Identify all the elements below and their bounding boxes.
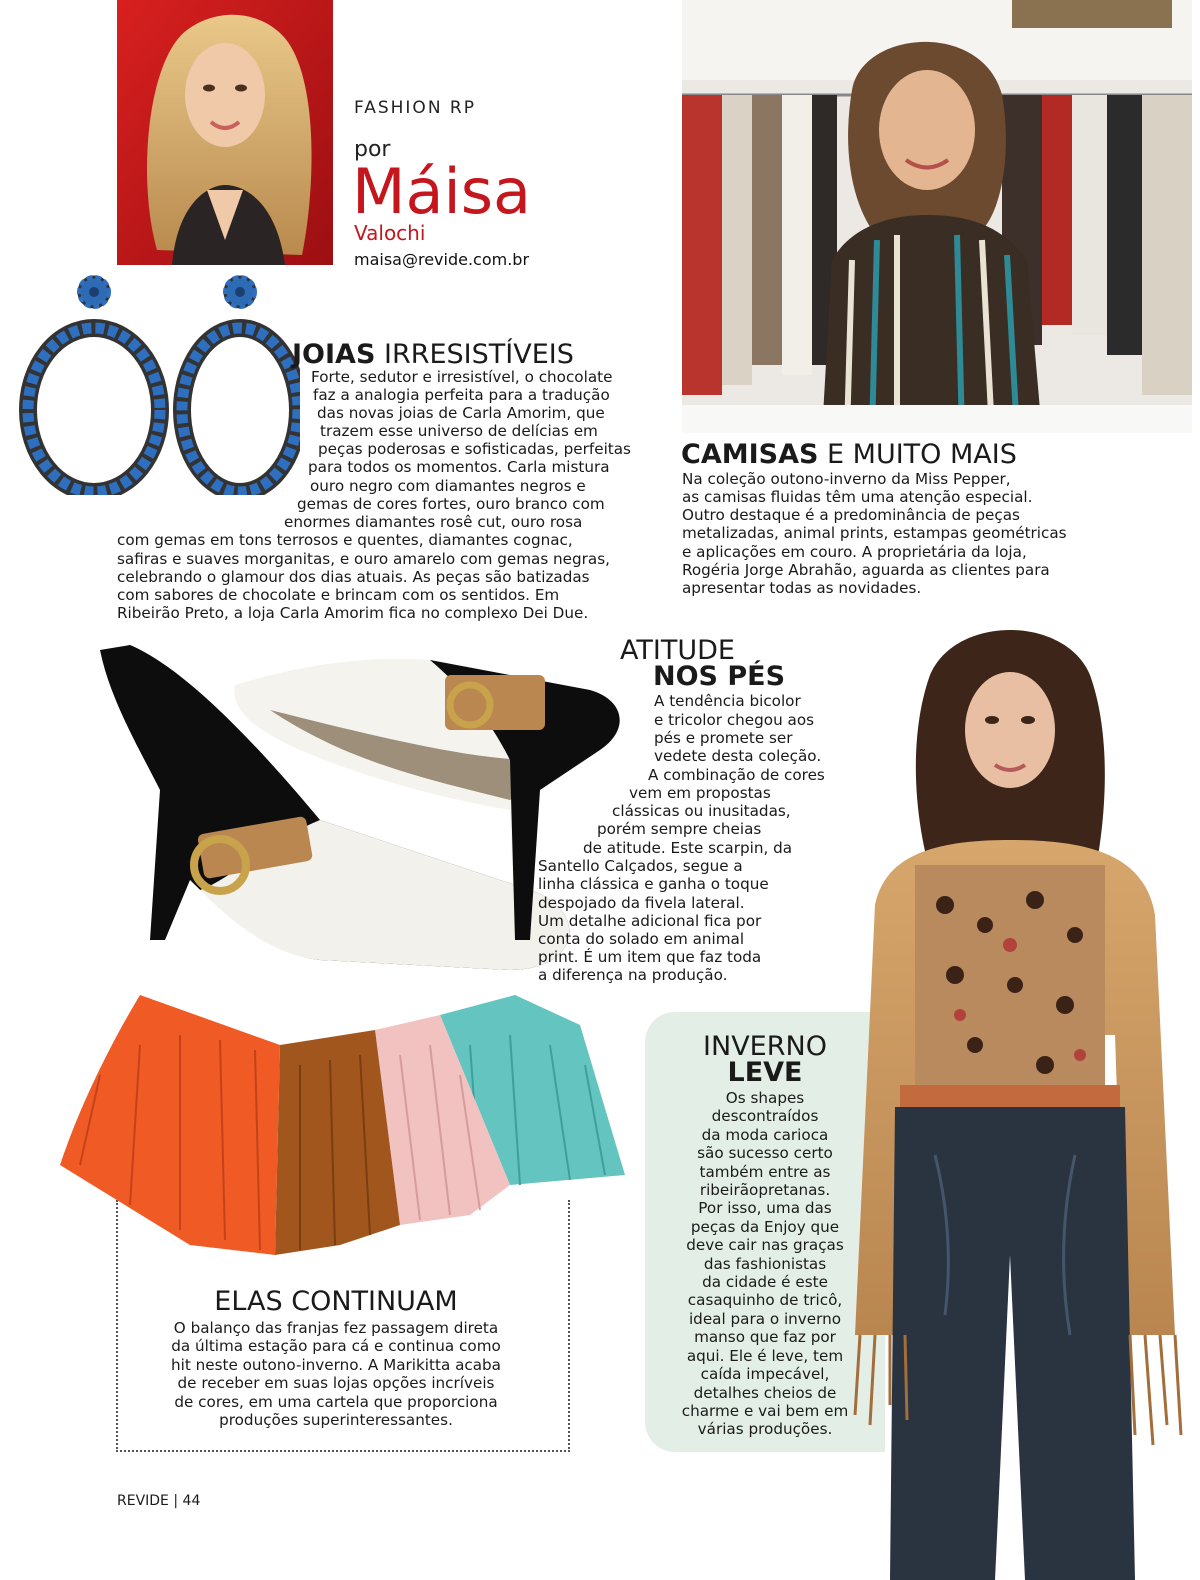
model-photo (835, 615, 1200, 1580)
page-folio (117, 1493, 200, 1509)
joias-line: para todos os momentos. Carla mistura (308, 458, 610, 476)
author-last-name: Valochi (354, 221, 426, 245)
author-email[interactable]: maisa@revide.com.br (354, 250, 530, 269)
camisas-line: e aplicações em couro. A proprietária da loja, (682, 543, 1027, 561)
inverno-line: Os shapes (725, 1089, 805, 1107)
joias-line: com sabores de chocolate e brincam com os sentidos. Em (117, 586, 560, 604)
inverno-line: ribeirãopretanas. (699, 1181, 831, 1200)
joias-line: faz a analogia perfeita para a tradução (313, 386, 610, 404)
atitude-line: a diferença na produção. (538, 966, 728, 984)
joias-line: enormes diamantes rosê cut, ouro rosa (284, 513, 583, 531)
elas-line: da última estação para cá e continua como (171, 1337, 501, 1356)
inverno-line: peças da Enjoy que (690, 1217, 840, 1236)
elas-line: produções superinteressantes. (219, 1411, 453, 1430)
atitude-line: Um detalhe adicional fica por (538, 912, 762, 930)
inverno-line: aqui. Ele é leve, tem (686, 1346, 844, 1365)
inverno-line: são sucesso certo (697, 1144, 833, 1163)
inverno-body (645, 1089, 885, 1439)
inverno-heading-light: INVERNO (703, 1031, 827, 1062)
atitude-line: print. É um item que faz toda (538, 948, 762, 966)
byline-por: por (354, 137, 391, 162)
camisas-line: as camisas fluidas têm uma atenção especial. (682, 488, 1033, 506)
joias-line: trazem esse universo de delícias em (320, 422, 598, 440)
atitude-line: e tricolor chegou aos (654, 711, 815, 729)
folio-page-number: 44 (182, 1493, 201, 1509)
inverno-line: várias produções. (697, 1420, 833, 1439)
inverno-line: caída impecável, (700, 1365, 830, 1384)
joias-line: Ribeirão Preto, a loja Carla Amorim fica no complexo Dei Due. (117, 604, 589, 622)
inverno-heading-bold: LEVE (727, 1057, 803, 1088)
atitude-line: pés e promete ser (654, 729, 793, 747)
elas-section (116, 1288, 556, 1429)
elas-line: hit neste outono-inverno. A Marikitta acaba (170, 1355, 501, 1374)
camisas-line: apresentar todas as novidades. (682, 579, 922, 597)
atitude-line: de atitude. Este scarpin, da (583, 839, 793, 857)
store-owner-photo (682, 0, 1192, 433)
inverno-line: casaquinho de tricô, (687, 1291, 843, 1310)
atitude-line: linha clássica e ganha o toque (538, 875, 769, 893)
joias-line: com gemas em tons terrosos e quentes, diamantes cognac, (117, 531, 573, 549)
joias-heading (292, 341, 574, 368)
joias-heading-light: IRRESISTÍVEIS (383, 339, 574, 370)
elas-heading: ELAS CONTINUAM (214, 1286, 458, 1317)
inverno-line: manso que faz por (694, 1328, 836, 1347)
atitude-heading-light: ATITUDE (620, 635, 735, 666)
joias-heading-bold: JOIAS (292, 339, 376, 370)
inverno-line: charme e vai bem em (681, 1401, 849, 1420)
inverno-line: Por isso, uma das (698, 1199, 832, 1218)
atitude-line: Santello Calçados, segue a (538, 857, 743, 875)
camisas-heading (681, 441, 1017, 468)
elas-line: O balanço das franjas fez passagem direta (173, 1319, 499, 1337)
author-portrait (117, 0, 333, 265)
camisas-heading-bold: CAMISAS (681, 439, 819, 470)
inverno-line: deve cair nas graças (686, 1236, 844, 1255)
atitude-line: clássicas ou inusitadas, (612, 802, 791, 820)
atitude-heading-bold: NOS PÉS (653, 661, 786, 692)
atitude-line: vedete desta coleção. (654, 747, 822, 765)
joias-line: Forte, sedutor e irresistível, o chocolate (311, 368, 613, 386)
folio-magazine: REVIDE (117, 1493, 169, 1509)
atitude-line: porém sempre cheias (597, 820, 762, 838)
atitude-line: vem em propostas (629, 784, 771, 802)
inverno-line: ideal para o inverno (688, 1309, 842, 1328)
camisas-line: metalizadas, animal prints, estampas geométricas (682, 524, 1067, 542)
inverno-line: descontraídos (711, 1107, 819, 1126)
atitude-line: despojado da fivela lateral. (538, 894, 745, 912)
camisas-heading-light: E MUITO MAIS (827, 439, 1017, 470)
atitude-line: conta do solado em animal (538, 930, 745, 948)
inverno-line: detalhes cheios de (693, 1383, 837, 1402)
joias-line: safiras e suaves morganitas, e ouro amarelo com gemas negras, (117, 550, 610, 568)
joias-line: ouro negro com diamantes negros e (310, 477, 586, 495)
joias-line: peças poderosas e sofisticadas, perfeitas (318, 440, 631, 458)
joias-line: gemas de cores fortes, ouro branco com (297, 495, 605, 513)
joias-line: celebrando o glamour dos dias atuais. As peças são batizadas (117, 568, 590, 586)
camisas-line: Na coleção outono-inverno da Miss Pepper, (682, 470, 1011, 488)
camisas-line: Rogéria Jorge Abrahão, aguarda as clientes para (682, 561, 1050, 579)
atitude-line: A combinação de cores (648, 766, 825, 784)
inverno-line: da moda carioca (701, 1125, 829, 1144)
fringe-skirts-photo (40, 985, 635, 1270)
elas-line: de receber em suas lojas opções incríveis (177, 1374, 495, 1393)
folio-separator: | (173, 1493, 179, 1509)
inverno-line: das fashionistas (703, 1254, 827, 1273)
inverno-line: também entre as (699, 1162, 831, 1181)
earrings-photo (10, 270, 300, 495)
column-label: FASHION RP (354, 98, 476, 118)
author-first-name: Máisa (352, 155, 532, 228)
atitude-line: A tendência bicolor (654, 692, 801, 710)
inverno-line: da cidade é este (702, 1273, 828, 1292)
joias-line: das novas joias de Carla Amorim, que (317, 404, 605, 422)
elas-line: de cores, em uma cartela que proporciona (174, 1392, 498, 1411)
camisas-line: Outro destaque é a predominância de peças (682, 506, 1020, 524)
